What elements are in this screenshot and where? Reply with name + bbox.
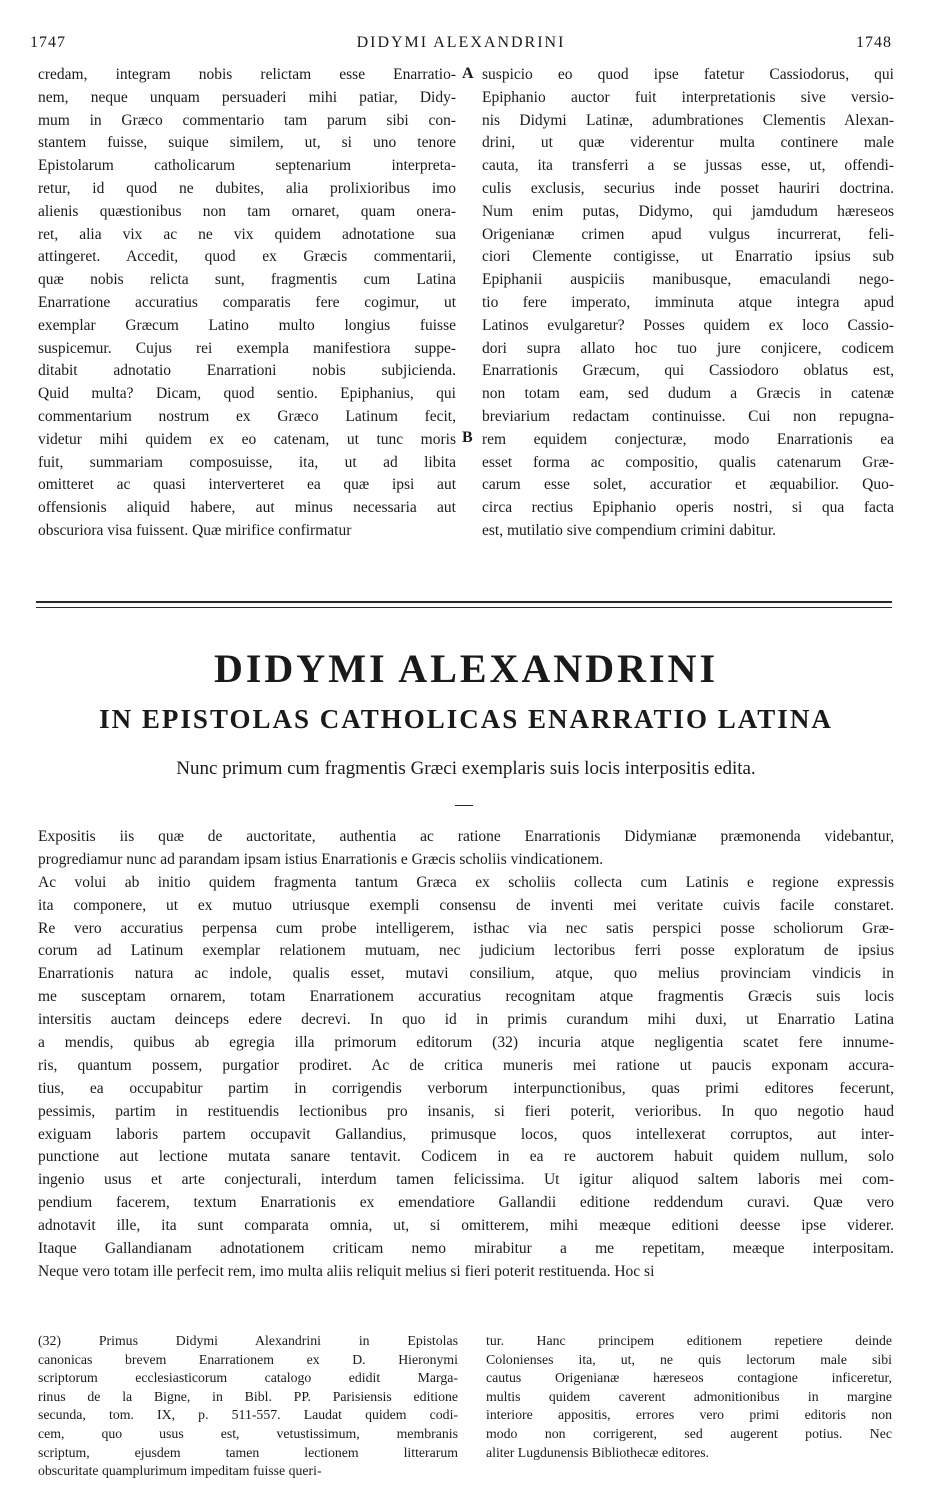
paragraph-line: tius, ea occupabitur partim in corrigendis verborum interpunctionibus, quas primi editores fecerunt, [38, 1079, 894, 1097]
text-line: Num enim putas, Didymo, qui jamdudum hæreseos [482, 202, 894, 220]
text-line: omitteret ac quasi interverteret ea quæ ipsi aut [38, 476, 456, 494]
footnote-right-column [486, 1332, 892, 1462]
text-line: alienis quæstionibus non tam ornaret, quam onera- [38, 202, 456, 220]
footnote-line: cautus Origenianæ hæreseos contagione inficeretur, [486, 1370, 892, 1386]
text-line: obscuriora visa fuissent. Quæ mirifice confirmatur [38, 521, 352, 539]
tagline: Nunc primum cum fragmentis Græci exemplaris suis locis interpositis edita. [176, 758, 756, 779]
text-line: commentarium nostrum ex Græco Latinum fecit, [38, 407, 456, 425]
paragraph-line: corum ad Latinum exemplar relationem mutuam, nec judicium lectoribus ferri posse exploratum de ipsius [38, 942, 894, 960]
paragraph-line: progrediamur nunc ad parandam ipsam istius Enarrationis e Græcis scholiis vindicationem. [38, 850, 604, 868]
text-line: Quid multa? Dicam, quod sentio. Epiphanius, qui [38, 385, 456, 403]
text-line: Epiphanii auspiciis manibusque, emaculandi nego- [482, 271, 894, 289]
text-line: credam, integram nobis relictam esse Enarratio- [38, 66, 456, 83]
footnote-line: (32) Primus Didymi Alexandrini in Epistolas [38, 1333, 458, 1348]
paragraph-line: Expositis iis quæ de auctoritate, authentia ac ratione Enarrationis Didymianæ præmonenda videbantur, [38, 828, 894, 845]
text-line: esset forma ac compositio, qualis catenarum Græ- [482, 453, 894, 471]
text-line: retur, id quod ne dubites, alia prolixioribus imo [38, 179, 456, 197]
text-line: offensionis aliquid habere, aut minus necessaria aut [38, 499, 456, 517]
paragraph-line: intersitis auctam deinceps edere decrevi. In quo id in primis curandum mihi duxi, ut Enarratio Latina [38, 1011, 894, 1029]
paragraph-line: a mendis, quibus ab egregia illa primorum editorum (32) incuria atque negligentia scatet fere innume- [38, 1034, 894, 1052]
text-line: mum in Græco commentario tam parum sibi con- [38, 111, 456, 129]
text-line: nis Didymi Latinæ, adumbrationes Clementis Alexan- [482, 111, 894, 129]
text-line: Origenianæ crimen apud vulgus incurrerat, feli- [482, 225, 894, 243]
running-header [30, 34, 892, 56]
text-line: Latinos evulgaretur? Posses quidem ex loco Cassio- [482, 316, 894, 334]
text-line: carum esse solet, accuratior et æquabilior. Quo- [482, 476, 894, 494]
text-line: Epiphanio auctor fuit interpretationis sive versio- [482, 88, 894, 106]
sub-title: IN EPISTOLAS CATHOLICAS ENARRATIO LATINA [99, 704, 833, 734]
paragraph-line: Itaque Gallandianam adnotationem criticam nemo mirabitur a me repetitam, meæque interpositam. [38, 1240, 894, 1258]
text-line: breviarium redactam continuisse. Cui non repugna- [482, 407, 894, 425]
body-text [38, 826, 894, 1284]
page-number-right: 1748 [856, 34, 892, 51]
footnote-line: interiore appositis, errores vero primi editoris non [486, 1407, 892, 1423]
text-line: non totam eam, sed dudum a Græcis in catenæ [482, 385, 894, 403]
text-line: drini, ut quæ viderentur multa continere male [482, 134, 894, 152]
running-title: DIDYMI ALEXANDRINI [356, 34, 566, 51]
margin-marker-b: B [462, 429, 473, 446]
footnote-line: multis quidem caverent admonitionibus in margine [486, 1388, 892, 1404]
text-line: dori supra allato hoc tuo jure conjicere, codicem [482, 339, 894, 357]
text-line: suspicemur. Cujus rei exempla manifestiora suppe- [38, 339, 456, 357]
footnote-line: scriptorum ecclesiasticorum catalogo edidit Marga- [38, 1370, 458, 1386]
text-line: cauta, ita transferri a se jussas esse, ut, offendi- [482, 157, 894, 175]
paragraph-line: ris, quantum possem, purgatior prodiret. Ac de critica muneris mei ratione ut paucis exponam accura- [38, 1056, 894, 1074]
paragraph-line: Ac volui ab initio quidem fragmenta tantum Græca ex scholiis collecta cum Latinis e regione expressis [38, 873, 894, 891]
text-line: Enarrationis Græcum, qui Cassiodoro oblatus est, [482, 362, 894, 380]
footnote-left-column [38, 1332, 458, 1481]
footnote-line: obscuritate quamplurimum impeditam fuisse queri- [38, 1463, 322, 1479]
footnote-line: aliter Lugdunensis Bibliothecæ editores. [486, 1444, 710, 1460]
paragraph-line: pendium facerem, textum Enarrationis ex emendatiore Gallandii editione reddendum curavi. Quæ vero [38, 1194, 894, 1212]
footnote-line: modo non corrigerent, sed augerent potius. Nec [486, 1425, 892, 1441]
text-line: Enarratione accuratius comparatis fere cogimur, ut [38, 293, 456, 311]
main-title: DIDYMI ALEXANDRINI [213, 646, 719, 691]
text-line: nem, neque unquam persuaderi mihi patiar, Didy- [38, 88, 456, 106]
paragraph-line: ingenio usus et arte conjecturali, interdum tamen felicissima. Ut igitur aliquod saltem laboris mei com- [38, 1171, 894, 1189]
text-line: suspicio eo quod ipse fatetur Cassiodorus, qui [482, 66, 894, 83]
paragraph-line: me susceptam ornarem, totam Enarrationem accuratius recognitam atque fragmentis Græcis suis locis [38, 988, 894, 1006]
margin-marker-a: A [462, 65, 474, 82]
footnote-line: tur. Hanc principem editionem repetiere deinde [486, 1333, 892, 1348]
footnote-line: Colonienses ita, ut, ne quis lectorum male sibi [486, 1351, 892, 1367]
text-line: quæ nobis relicta sunt, fragmentis cum Latina [38, 271, 456, 289]
text-line: tio fere imperato, imminuta atque integra apud [482, 293, 894, 311]
paragraph-line: ita componere, ut ex mutuo utriusque exempli consensu de inventi mei veritate cuivis facile constaret. [38, 896, 894, 914]
text-line: est, mutilatio sive compendium crimini dabitur. [482, 521, 777, 539]
paragraph-line: pessimis, partim in restituendis lectionibus pro insanis, si fieri poterit, verioribus. In quo negotio haud [38, 1102, 894, 1120]
text-line: stantem fuisse, suique similem, ut, si uno tenore [38, 134, 456, 152]
paragraph-line: adnotavit ille, ita sunt comparata omnia, ut, si omitterem, mihi meæque editioni deesse ipse viderer. [38, 1217, 894, 1235]
text-line: videtur mihi quidem ex eo catenam, ut tunc moris [38, 430, 456, 448]
text-line: attingeret. Accedit, quod ex Græcis commentarii, [38, 248, 456, 266]
right-text-column [482, 64, 894, 543]
text-line: fuit, summariam composuisse, ita, ut ad libita [38, 453, 456, 471]
text-line: ret, alia vix ac ne vix quidem adnotatione sua [38, 225, 456, 243]
footnote-line: cem, quo usus est, vetustissimum, membranis [38, 1425, 458, 1441]
text-line: Epistolarum catholicarum septenarium interpreta- [38, 157, 456, 175]
text-line: ciori Clemente contigisse, ut Enarratio ipsius sub [482, 248, 894, 266]
paragraph-line: punctione aut lectione mutata sanare tentavit. Codicem in ea re auctorem habuit quidem nullum, solo [38, 1148, 894, 1166]
text-line: circa rectius Epiphanio operis nostri, si qua facta [482, 499, 894, 517]
footnote-line: rinus de la Bigne, in Bibl. PP. Parisiensis editione [38, 1388, 458, 1404]
paragraph-line: Neque vero totam ille perfecit rem, imo multa aliis reliquit melius si fieri poterit restituenda. Hoc si [38, 1262, 655, 1280]
left-text-column [38, 64, 456, 543]
section-divider [36, 601, 892, 608]
footnote-line: canonicas brevem Enarrationem ex D. Hieronymi [38, 1351, 458, 1367]
title-dash [455, 805, 473, 806]
paragraph-line: Re vero accuratius perpensa cum probe intelligerem, isthac via nec satis perspici posse scholiorum Græ- [38, 919, 894, 937]
text-line: exemplar Græcum Latino multo longius fuisse [38, 316, 456, 334]
paragraph-line: Enarrationis natura ac indole, qualis esset, mutavi consilium, atque, quo melius provinciam vindicis in [38, 965, 894, 983]
text-line: ditabit adnotatio Enarrationi nobis subjicienda. [38, 362, 456, 380]
footnote-line: secunda, tom. IX, p. 511-557. Laudat quidem codi- [38, 1407, 458, 1423]
text-line: culis exclusis, securius inde posset hauriri doctrina. [482, 179, 894, 197]
paragraph-line: exiguam laboris partem occupavit Gallandius, primusque locos, quos intellexerat corruptos, aut inter- [38, 1125, 894, 1143]
page-number-left: 1747 [30, 34, 66, 51]
text-line: rem equidem conjecturæ, modo Enarrationis ea [482, 430, 894, 448]
footnote-line: scriptum, ejusdem tamen lectionem litterarum [38, 1444, 458, 1460]
